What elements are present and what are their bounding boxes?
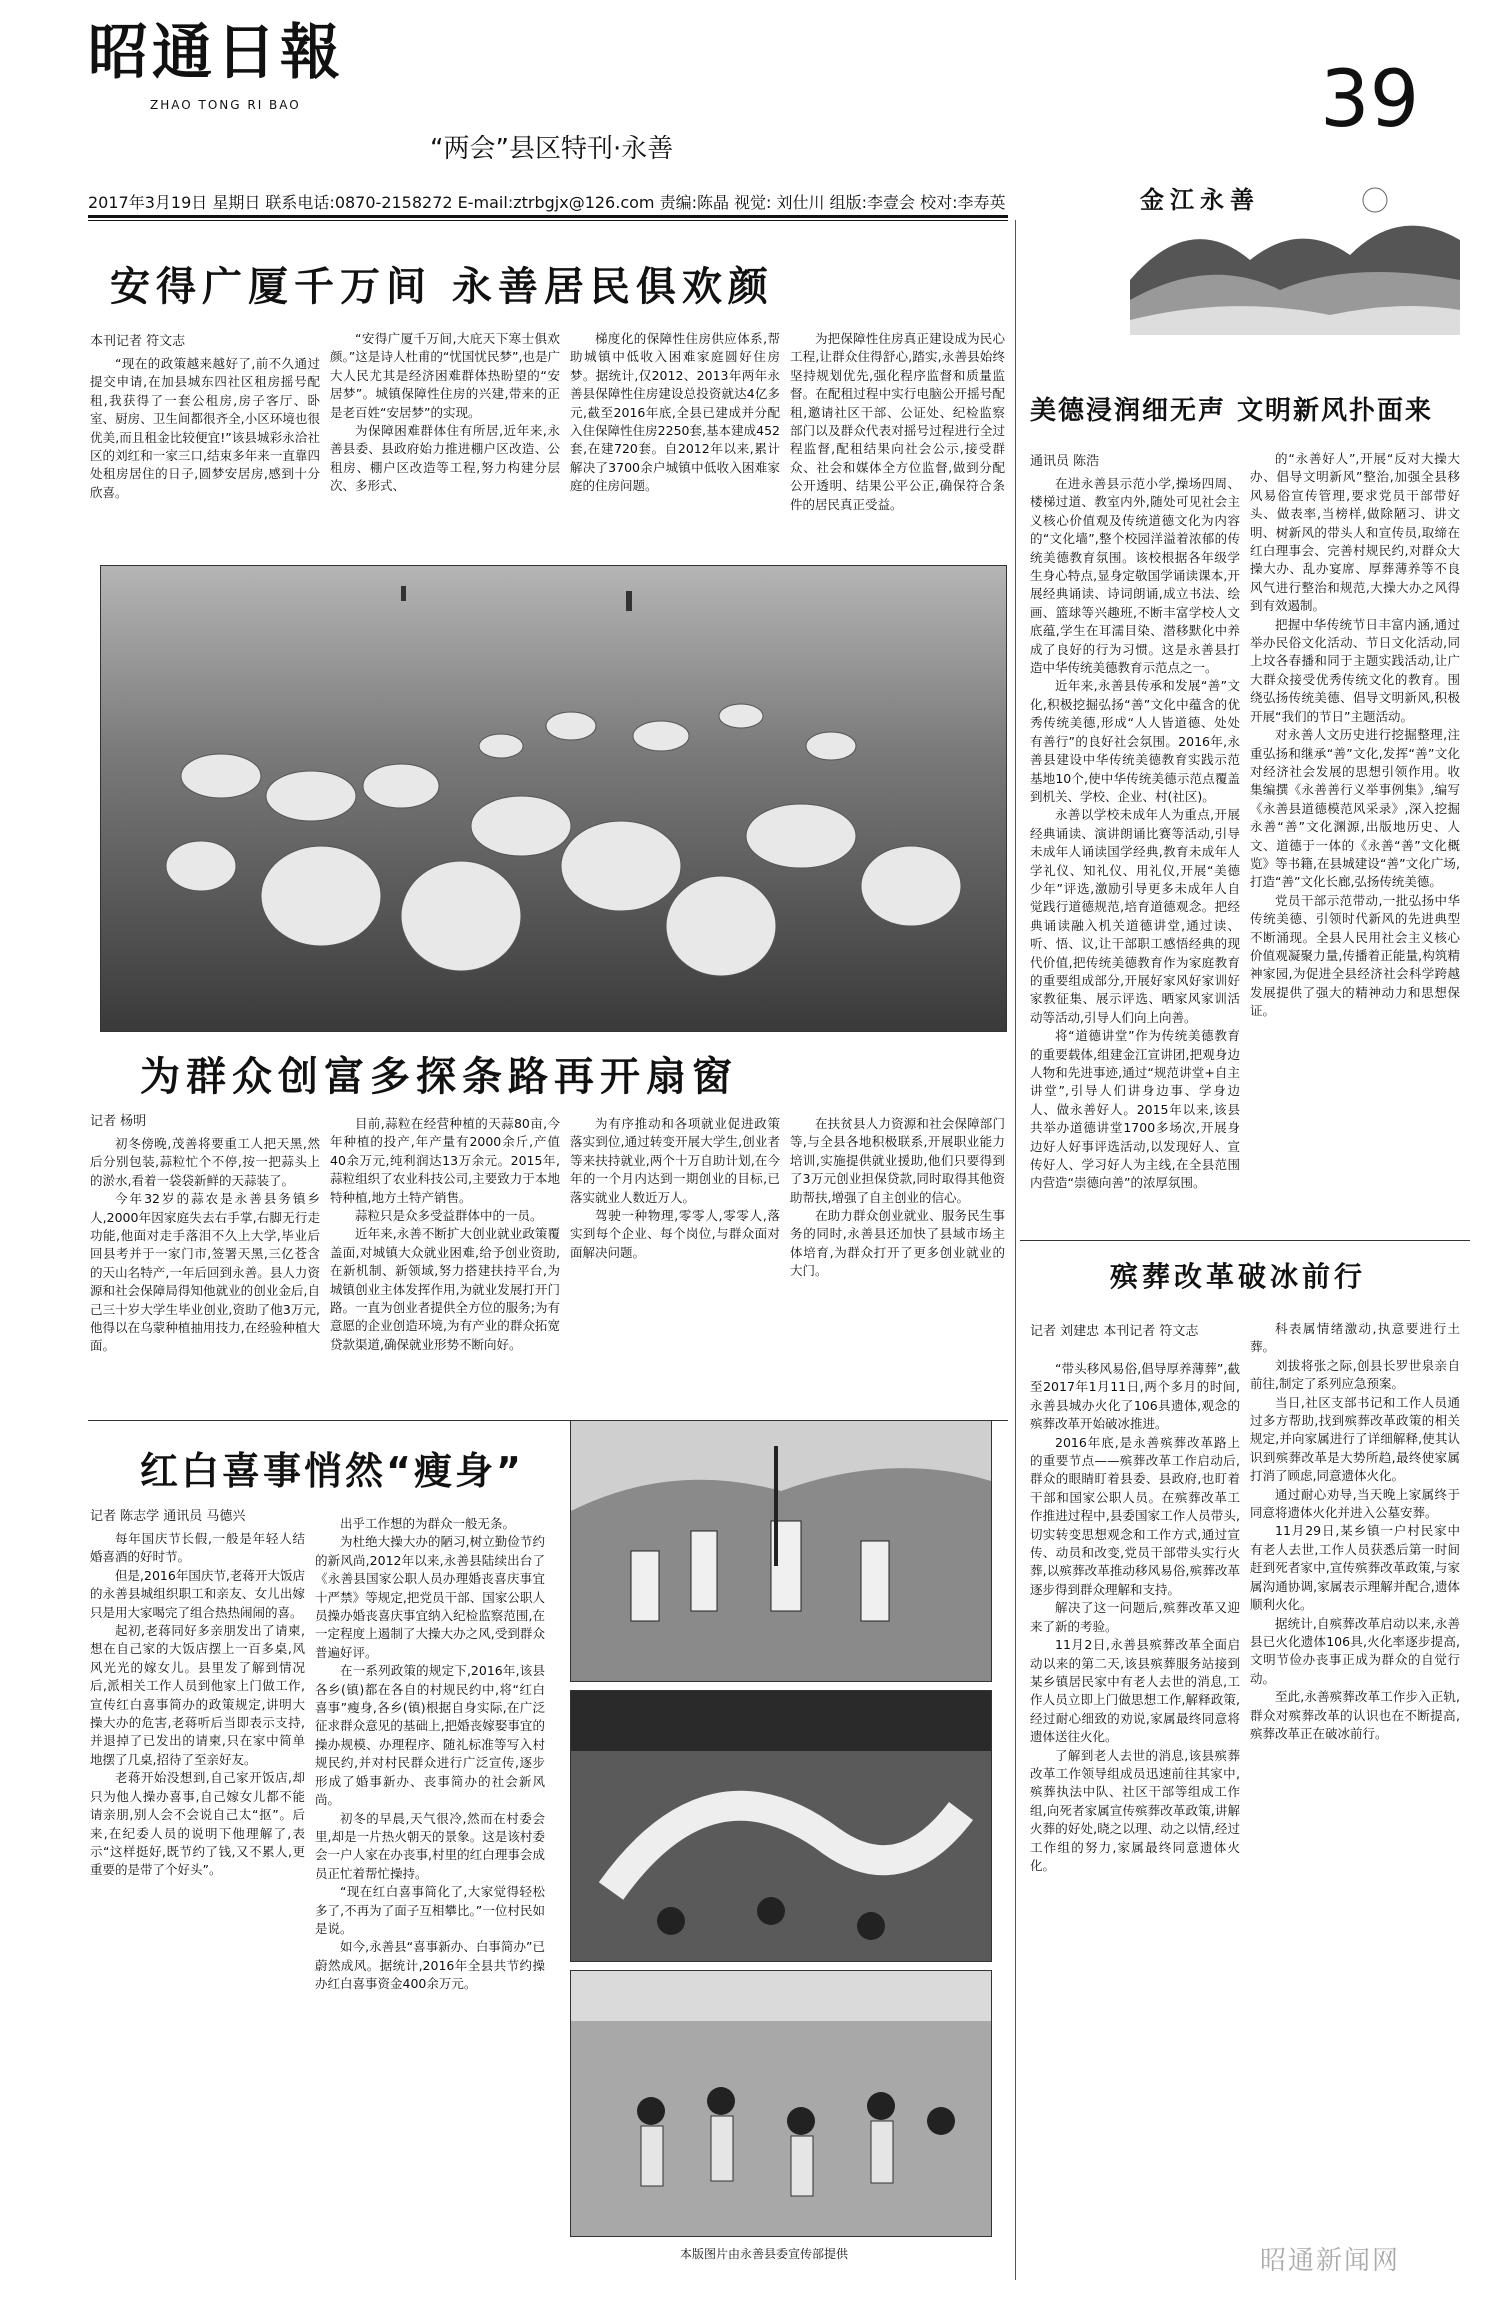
paragraph: 为杜绝大操大办的陋习,树立勤俭节约的新风尚,2012年以来,永善县陆续出台了《永善县国家公职人员办理婚丧喜庆事宜十严禁》等规定,把党员干部、国家公职人员操办婚丧喜庆事宜纳入纪检监察范围,在一定程度上遏制了大操大办之风,受到群众普遍好评。: [315, 1534, 545, 1660]
paragraph: 今年32岁的蒜农是永善县务镇乡人,2000年因家庭失去右手掌,右脚无行走功能,他面对走手落泪不久上大学,毕业后回县考并于一家门市,签署天黑,三亿苍含的天山名特产,一年后回到永善。县人力资源和社会保障局得知他就业的创业金后,自己三十岁大学生毕业创业,资助了他3万元,他得以在乌蒙种植抽用技力,在经验种植大面。: [90, 1191, 320, 1354]
paragraph: 为把保障性住房真正建设成为民心工程,让群众住得舒心,踏实,永善县始终坚持规划优先,强化程序监督和质量监督。在配租过程中实行电脑公开摇号配租,邀请社区干部、公证处、纪检监察部门以及群众代表对摇号过程进行全过程监督,配租结果向社会公示,接受群众、社会和媒体全方位监督,做到分配公开透明、结果公平公正,确保符合条件的居民真正受益。: [790, 331, 1005, 512]
paragraph: 在进永善县示范小学,操场四周、楼梯过道、教室内外,随处可见社会主义核心价值观及传统道德文化为内容的“文化墙”,整个校园洋溢着浓郁的传统美德教育氛围。该校根据各年级学生身心特点,显身定敬国学诵读课本,开展经典诵读、诗词朗诵,成立书法、绘画、篮球等兴趣班,不断丰富学校人文底蕴,学生在耳濡目染、潜移默化中养成了良好的行为习惯。这是永善县打造中华传统美德教育示范点之一。: [1030, 476, 1240, 676]
paragraph: 驾驶一种物理,零零人,零零人,落实到每个企业、每个岗位,与群众面对面解决问题。: [570, 1208, 780, 1260]
paragraph: 了解到老人去世的消息,该县殡葬改革工作领导组成员迅速前往其家中,殡葬执法中队、社区干部等组成工作组,向死者家属宣传殡葬改革政策,讲解火葬的好处,晓之以理、动之以情,经过工作组的努力,家属最终同意遗体火化。: [1030, 1747, 1240, 1873]
paragraph: 刘拔将张之际,创县长罗世泉亲自前往,制定了系列应急预案。: [1250, 1357, 1460, 1392]
article4-col1: [1030, 475, 1240, 1235]
paragraph: 11月2日,永善县殡葬改革全面启动以来的第二天,该县殡葬服务站接到某乡镇居民家中有老人去世的消息,工作人员立即上门做思想工作,解释政策,经过耐心细致的劝说,家属最终同意将遗体送往火化。: [1030, 1637, 1240, 1745]
byline-article1: 本刊记者 符文志: [90, 334, 186, 349]
paragraph: 每年国庆节长假,一般是年轻人结婚喜酒的好时节。: [90, 1531, 305, 1565]
paragraph: 近年来,永善不断扩大创业就业政策覆盖面,对城镇大众就业困难,给予创业资助,在新机制、新领域,努力搭建扶持平台,为城镇创业主体发挥作用,为就业发展打开门路。一直为创业者提供全方位的服务;为有意愿的企业创造环境,为有产业的群众拓宽贷款渠道,确保就业形势不断向好。: [330, 1226, 560, 1352]
paragraph: 永善以学校未成年人为重点,开展经典诵读、演讲朗诵比赛等活动,引导未成年人诵读国学经典,教育未成年人学礼仪、知礼仪、用礼仪,开展“美德少年”评选,激励引导更多未成年人自觉践行道德规范,培育道德观念。把经典诵读融入机关道德讲堂,通过读、听、悟、议,让干部职工感悟经典的现代价值,把传统美德教育作为家庭教育的重要组成部分,开展好家风好家训好家教征集、展示评选、晒家风家训活动等活动,引导人们向上向善。: [1030, 807, 1240, 1025]
paragraph: 当日,社区支部书记和工作人员通过多方帮助,找到殡葬改革政策的相关规定,并向家属进行了详细解释,使其认识到殡葬改革是大势所趋,最终使家属打消了顾虑,同意遗体火化。: [1250, 1394, 1460, 1484]
paragraph: 如今,永善县“喜事新办、白事简办”已蔚然成风。据统计,2016年全县共节约操办红白喜事资金400余万元。: [315, 1939, 545, 1992]
paragraph: 在扶贫县人力资源和社会保障部门等,与全县各地积极联系,开展职业能力培训,实施提供就业援助,他们只要得到了3万元创业担保贷款,同时取得其他资助帮扶,增强了自主创业的信心。: [790, 1116, 1005, 1205]
headline-funeral-reform: 殡葬改革破冰前行: [1110, 1260, 1367, 1293]
divider: [1020, 1240, 1470, 1241]
article4-col2: [1250, 450, 1460, 1235]
paragraph: 在助力群众创业就业、服务民生事务的同时,永善县还加快了县域市场主体培育,为群众打开了更多创业就业的大门。: [790, 1208, 1005, 1279]
headline-virtue: 美德浸润细无声 文明新风扑面来: [1030, 396, 1434, 426]
paragraph: 党员干部示范带动,一批弘扬中华传统美德、引领时代新风的先进典型不断涌现。全县人民用社会主义核心价值观凝聚力量,传播着正能量,构筑精神家园,为促进全县经济社会科学跨越发展提供了强大的精神动力和思想保证。: [1250, 892, 1460, 1019]
sheep-grazing-photo: [100, 565, 1007, 1032]
article2-col1: [90, 1135, 320, 1415]
article3-col1: [90, 1530, 305, 2260]
paragraph: 解决了这一问题后,殡葬改革又迎来了新的考验。: [1030, 1600, 1240, 1634]
article1-col1: [90, 355, 320, 560]
page-number: 39: [1320, 55, 1420, 145]
byline-article3: 记者 陈志学 通讯员 马德兴: [90, 1509, 246, 1524]
article2-col4: [790, 1115, 1005, 1415]
headline-affordable-housing: 安得广厦千万间 永善居民俱欢颜: [110, 264, 774, 310]
paragraph: “带头移风易俗,倡导厚养薄葬”,截至2017年1月11日,两个多月的时间,永善县城办火化了106具遗体,观念的殡葬改革开始破冰推进。: [1030, 1361, 1240, 1432]
headline-weddings-funerals: 红白喜事悄然“瘦身”: [140, 1449, 524, 1493]
paragraph: 蒜粒只是众多受益群体中的一员。: [355, 1208, 543, 1224]
article3-col2: [315, 1515, 545, 2260]
paragraph: 在一系列政策的规定下,2016年,该县各乡(镇)都在各自的村规民约中,将“红白喜事”瘦身,各乡(镇)根据自身实际,在广泛征求群众意见的基础上,把婚丧嫁娶事宜的操办规模、办理程序、随礼标准等写入村规民约,并对村民群众进行广泛宣传,逐步形成了婚事新办、丧事简办的社会新风尚。: [315, 1663, 545, 1808]
paragraph: 出乎工作想的为群众一般无条。: [340, 1516, 516, 1531]
paragraph: “现在的政策越来越好了,前不久通过提交申请,在加县城东四社区租房摇号配租,我获得了一套公租房,房子客厅、卧室、厨房、卫生间都很齐全,小区环境也很优美,而且租金比较便宜!”该县城彩永洽社区的刘红和一家三口,结束多年来一直靠四处租房居住的日子,圆梦安居房,感到十分欣喜。: [90, 356, 320, 500]
paragraph: 近年来,永善县传承和发展“善”文化,积极挖掘弘扬“善”文化中蕴含的优秀传统美德,形成“人人皆道德、处处有善行”的良好社会氛围。2016年,永善县建设中华传统美德教育实践示范基地10个,使中华传统美德示范点覆盖到机关、学校、企业、村(社区)。: [1030, 678, 1240, 804]
headline-employment: 为群众创富多探条路再开扇窗: [140, 1054, 738, 1100]
paragraph: 初冬的早晨,天气很冷,然而在村委会里,却是一片热火朝天的景象。这是该村委会一户人家在办丧事,村里的红白理事会成员正忙着帮忙操持。: [315, 1810, 545, 1881]
paragraph: 梯度化的保障性住房供应体系,帮助城镇中低收入困难家庭圆好住房梦。据统计,仅2012、2013年两年永善县保障性住房建设总投资就达4亿多元,截至2016年底,全县已建成并分配入住保障性住房2250套,基本建成452套,在建720套。自2012年以来,累计解决了3700余户城镇中低收入困难家庭的住房问题。: [570, 331, 780, 494]
paragraph: 为有序推动和各项就业促进政策落实到位,通过转变开展大学生,创业者等来扶持就业,两个十万自助计划,在今年的一个月内达到一期创业的目标,已落实就业人数近万人。: [570, 1116, 780, 1205]
folk-dance-photo: [570, 1420, 992, 1682]
header-rule-thin: [88, 220, 1008, 221]
masthead-title: 昭通日報: [88, 18, 344, 88]
article5-col1: [1030, 1360, 1240, 2260]
byline-article5: 记者 刘建忠 本刊记者 符文志: [1030, 1324, 1199, 1339]
lakeside-dance-photo: [570, 1970, 992, 2237]
paragraph: 将“道德讲堂”作为传统美德教育的重要载体,组建金江宣讲团,把观身边人物和先进事迹,通过“规范讲堂+自主讲堂”,引导人们讲身边事、学身边人、做永善好人。2015年以来,该县共举办道德讲堂1700多场次,开展身边好人好事评选活动,以发现好人、宣传好人、学习好人为主线,在全县范围内营造“崇德向善”的浓厚氛围。: [1030, 1028, 1240, 1191]
article2-col3: [570, 1115, 780, 1415]
dragon-dance-photo: [570, 1690, 992, 1962]
paragraph: 起初,老蒋同好多亲朋发出了请柬,想在自己家的大饭店摆上一百多桌,风风光光的嫁女儿。县里发了解到情况后,派相关工作人员到他家上门做工作,宣传红白喜事简办的政策规定,讲明大操大办的危害,老蒋听后当即表示支持,并退掉了已发出的请柬,只在家中简单地摆了几桌,招待了至亲好友。: [90, 1623, 305, 1767]
article1-col2: [330, 330, 560, 560]
article5-col2: [1250, 1320, 1460, 2220]
paragraph: 通过耐心劝导,当天晚上家属终于同意将遗体火化并进入公墓安葬。: [1250, 1486, 1460, 1521]
article1-col4: [790, 330, 1005, 560]
paragraph: 初冬傍晚,茂善将要重工人把天黑,然后分别包装,蒜粒忙个不停,按一把蒜头上的淤水,看着一袋袋新鲜的天蒜装了。: [90, 1136, 320, 1188]
paragraph: “安得广厦千万间,大庇天下寒士俱欢颜。”这是诗人杜甫的“忧国忧民梦”,也是广大人民尤其是经济困难群体热盼望的“安居梦”。城镇保障性住房的兴建,带来的正是老百姓“安居梦”的实现。: [330, 331, 560, 420]
paragraph: 老蒋开始没想到,自己家开饭店,却只为他人操办喜事,自己嫁女儿都不能请亲朋,别人会不会说自己太“抠”。后来,在纪委人员的说明下他理解了,表示“这样挺好,既节约了钱,又不累人,更重要的是带了个好头”。: [90, 1770, 305, 1878]
photo-caption: 本版图片由永善县委宣传部提供: [680, 2247, 849, 2261]
paragraph: 11月29日,某乡镇一户村民家中有老人去世,工作人员获悉后第一时间赶到死者家中,宣传殡葬改革政策,与家属沟通协调,家属表示理解并配合,遗体顺利火化。: [1250, 1523, 1460, 1613]
header-rule: [88, 215, 1008, 218]
paragraph: 把握中华传统节日丰富内涵,通过举办民俗文化活动、节日文化活动,同上坟各春播和同于主题实践活动,让广大群众接受优秀传统文化的教育。围绕弘扬传统美德、倡导文明新风,积极开展“我们的节日”主题活动。: [1250, 616, 1460, 724]
article1-col3: [570, 330, 780, 560]
paragraph: 对永善人文历史进行挖掘整理,注重弘扬和继承“善”文化,发挥“善”文化对经济社会发展的思想引领作用。收集编撰《永善善行义举事例集》,编写《永善县道德模范风采录》,深入挖掘永善“善”文化渊源,出版地历史、人文、道德于一体的《永善“善”文化概览》等书籍,在县城建设“善”文化广场,打造“善”文化长廊,弘扬传统美德。: [1250, 727, 1460, 890]
masthead-pinyin: ZHAO TONG RI BAO: [150, 98, 301, 112]
paragraph: 至此,永善殡葬改革工作步入正轨,群众对殡葬改革的认识也在不断提高,殡葬改革正在破冰前行。: [1250, 1689, 1460, 1741]
paragraph: 2016年底,是永善殡葬改革路上的重要节点——殡葬改革工作启动后,群众的眼睛盯着县委、县政府,也盯着干部和国家公职人员。在殡葬改革工作推进过程中,县委国家工作人员带头,切实转变思想观念和工作方式,通过宣传、动员和改变,党员干部带头实行火葬,以殡葬改革推动移风易俗,殡葬改革逐步得到群众理解和支持。: [1030, 1434, 1240, 1597]
article2-col2: [330, 1115, 560, 1415]
paragraph: 目前,蒜粒在经营种植的天蒜80亩,今年种植的投产,年产量有2000余斤,产值40余万元,纯利润达13万余元。2015年,蒜粒组织了农业科技公司,主要致力于本地特种植,地方土特产销售。: [330, 1116, 560, 1205]
paragraph: “现在红白喜事简化了,大家觉得轻松多了,不再为了面子互相攀比。”一位村民如是说。: [315, 1884, 545, 1936]
paragraph: 但是,2016年国庆节,老蒋开大饭店的永善县城组织职工和亲友、女儿出嫁只是用大家喝完了组合热热闹闹的喜。: [90, 1567, 305, 1620]
paragraph: 据统计,自殡葬改革启动以来,永善县已火化遗体106具,火化率逐步提高,文明节俭办丧事正成为群众的自觉行动。: [1250, 1615, 1460, 1686]
watermark: 昭通新闻网: [1260, 2246, 1401, 2276]
column-divider: [1015, 220, 1016, 2280]
info-bar: 2017年3月19日 星期日 联系电话:0870-2158272 E-mail:ztrbgjx@126.com 责编:陈晶 视觉: 刘仕川 组版:李壹会 校对:李寿英: [88, 193, 1006, 212]
column-title: 金江永善: [1140, 185, 1260, 214]
section-tag: “两会”县区特刊·永善: [430, 134, 674, 164]
paragraph: 为保障困难群体住有所居,近年来,永善县委、县政府始力推进棚户区改造、公租房、棚户区改造等工程,努力构建分层次、多形式、: [330, 423, 560, 494]
byline-article4: 通讯员 陈浩: [1030, 454, 1100, 469]
paragraph: 的“永善好人”,开展“反对大操大办、倡导文明新风”整治,加强全县移风易俗宣传管理,要求党员干部带好头、做表率,当榜样,做除陋习、讲文明、树新风的带头人和宣传员,取缔在红白理事会、完善村规民约,对群众大操大办、乱办宴席、厚葬薄养等不良风气进行整治和规范,大操大办之风得到有效遏制。: [1250, 451, 1460, 614]
byline-article2: 记者 杨明: [90, 1114, 147, 1129]
paragraph: 科表属情绪激动,执意要进行土葬。: [1250, 1321, 1460, 1355]
